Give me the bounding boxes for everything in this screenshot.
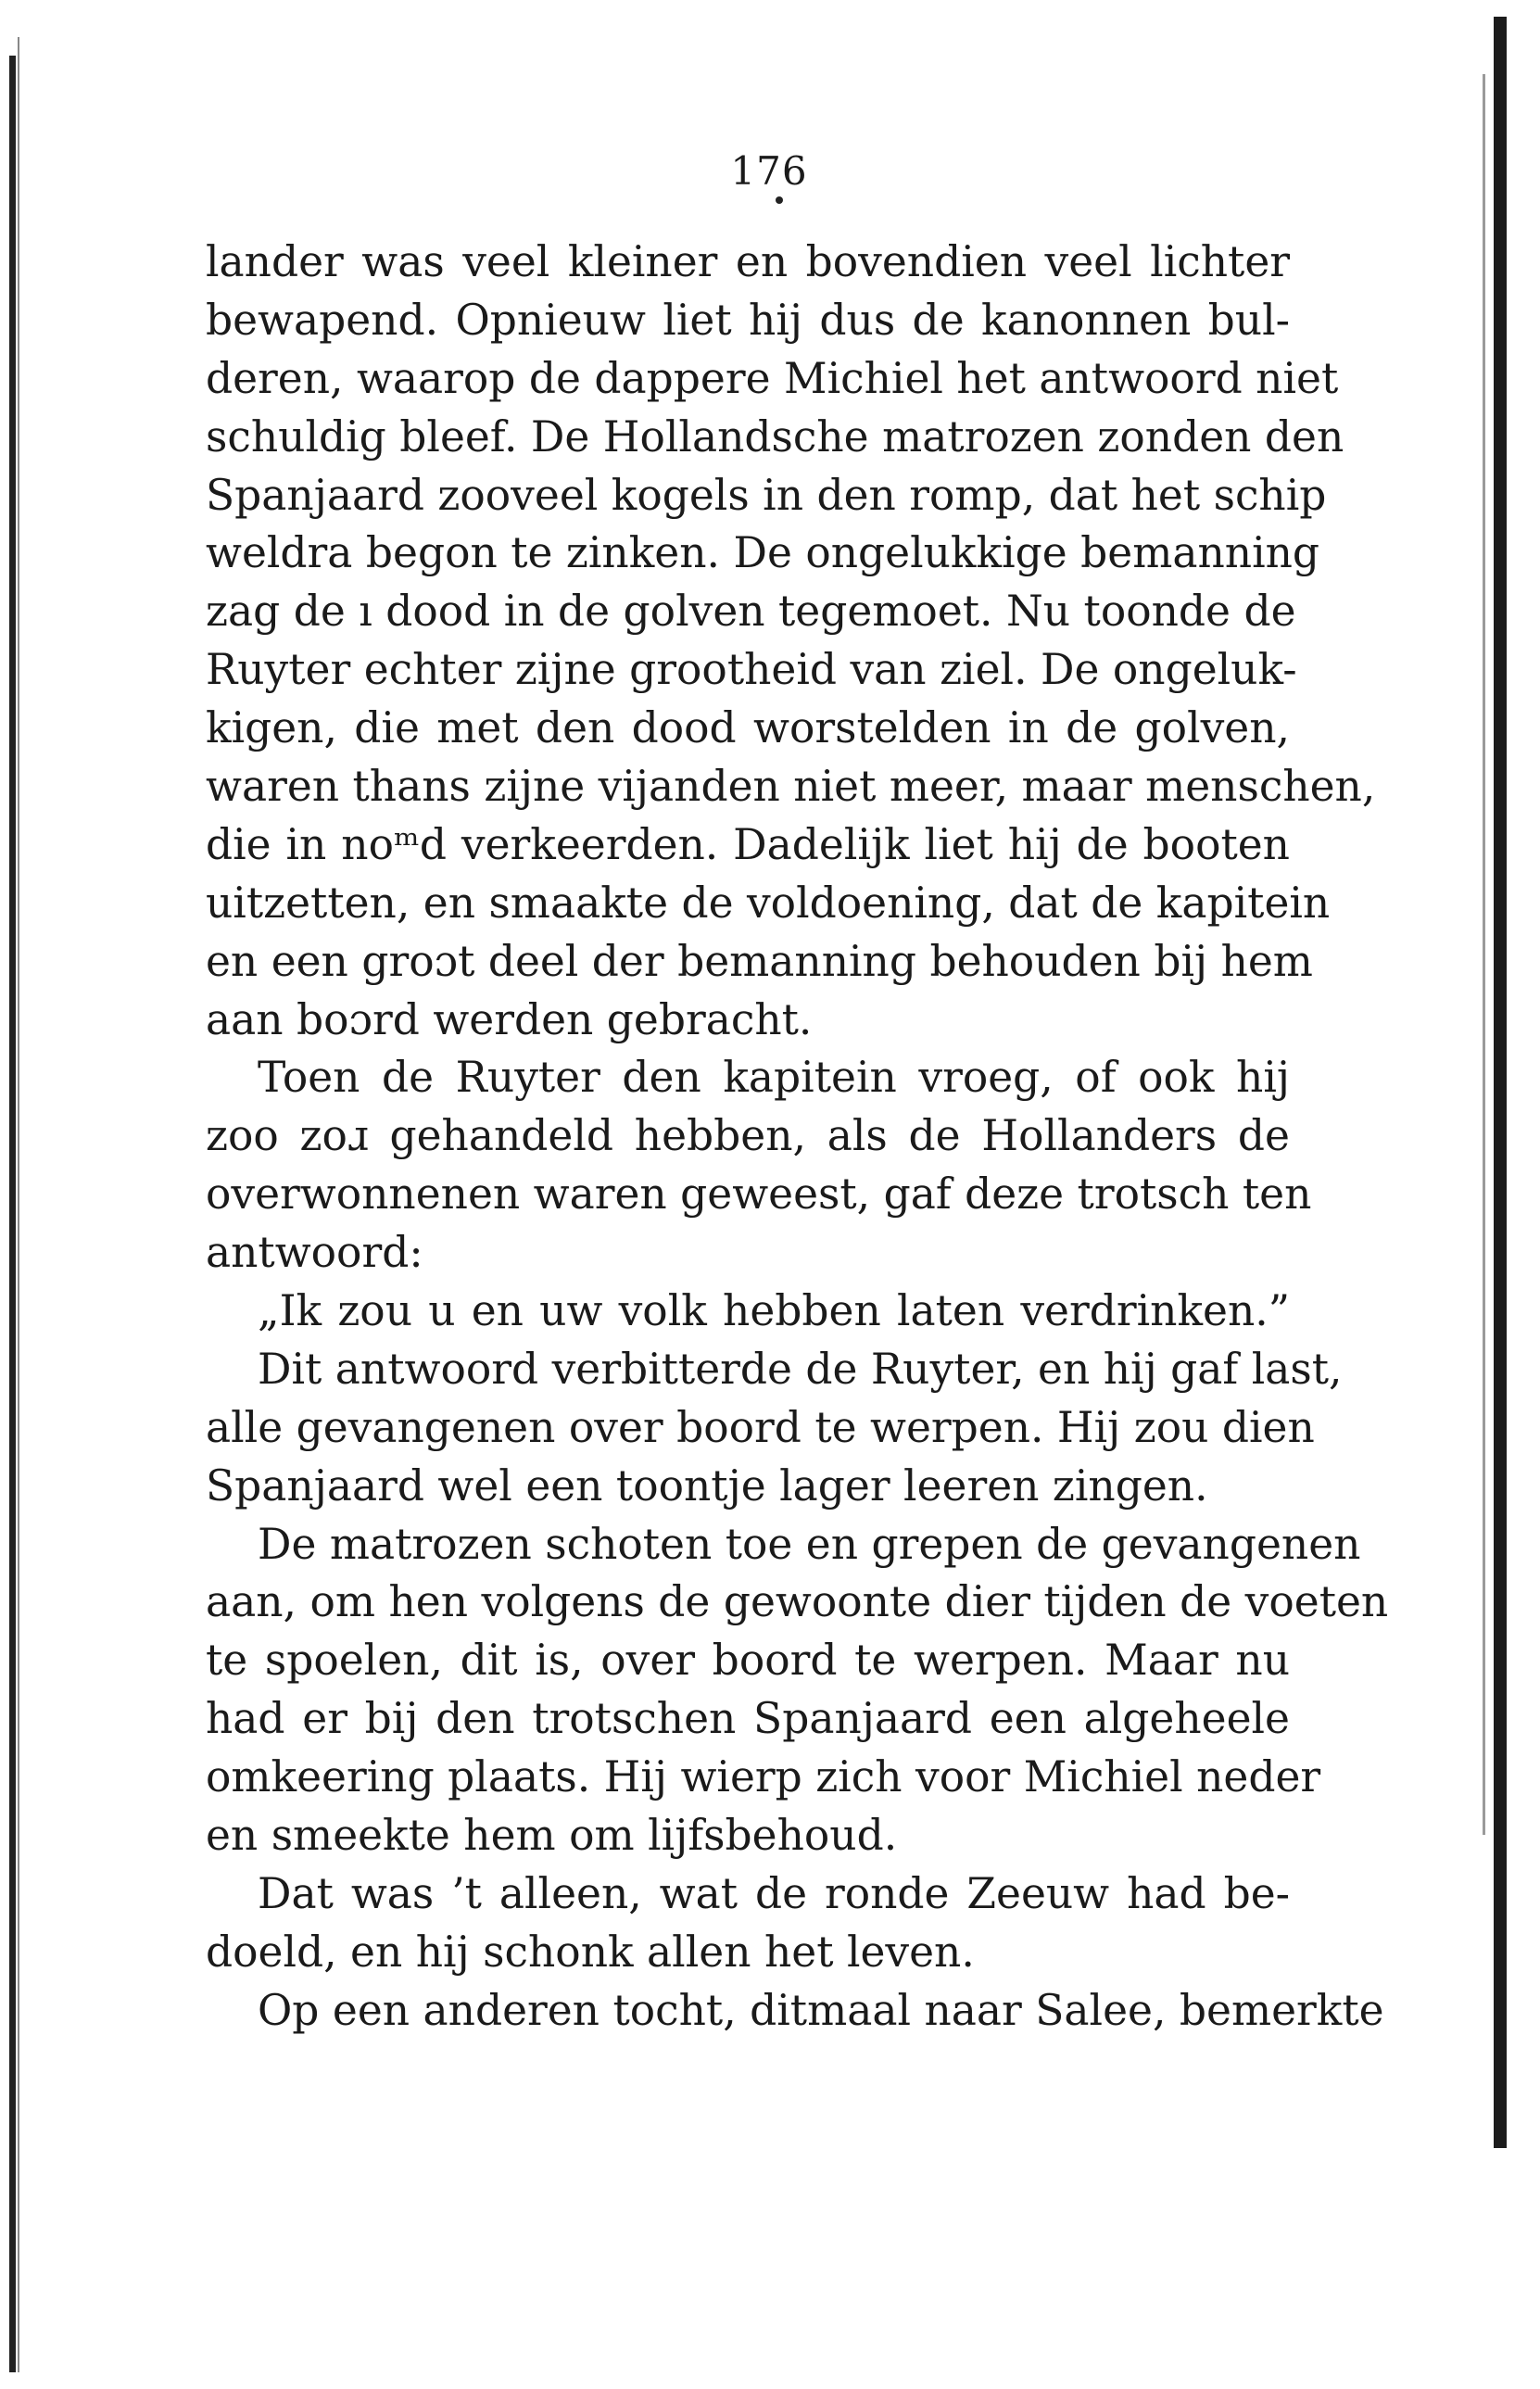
text-line: weldra begon te zinken. De ongelukkige bemanning (206, 528, 1320, 578)
scan-edge-right-inner (1483, 74, 1485, 1835)
text-line: deren, waarop de dappere Michiel het antwoord niet (206, 353, 1339, 403)
text-line: Toen de Ruyter den kapitein vroeg, of ook hij (258, 1053, 1290, 1103)
text-line: zag de ı dood in de golven tegemoet. Nu toonde de (206, 587, 1296, 637)
text-line: overwonnenen waren geweest, gaf deze trotsch ten (206, 1169, 1312, 1220)
text-line: waren thans zijne vijanden niet meer, maar menschen, (206, 762, 1376, 812)
text-line: doeld, en hij schonk allen het leven. (206, 1927, 975, 1977)
text-line: aan boɔrd werden gebracht. (206, 994, 813, 1044)
text-line: „Ik zou u en uw volk hebben laten verdrinken.” (258, 1286, 1290, 1336)
text-line: bewapend. Opnieuw liet hij dus de kanonnen bul- (206, 295, 1290, 345)
text-line: alle gevangenen over boord te werpen. Hij zou dien (206, 1402, 1315, 1452)
text-line: had er bij den trotschen Spanjaard een algeheele (206, 1694, 1290, 1744)
page-number: 176 (730, 148, 808, 194)
text-line: Ruyter echter zijne grootheid van ziel. De ongeluk- (206, 645, 1297, 695)
text-line: die in noᵐd verkeerden. Dadelijk liet hij de booten (206, 819, 1290, 869)
text-line: Dit antwoord verbitterde de Ruyter, en hij gaf last, (258, 1344, 1343, 1394)
scan-edge-left (9, 56, 16, 2372)
text-line: kigen, die met den dood worstelden in de golven, (206, 703, 1290, 753)
text-line: lander was veel kleiner en bovendien veel lichter (206, 237, 1290, 286)
text-line: schuldig bleef. De Hollandsche matrozen zonden den (206, 411, 1344, 461)
text-line: De matrozen schoten toe en grepen de gevangenen (258, 1519, 1361, 1569)
text-line: aan, om hen volgens de gewoonte dier tijden de voeten (206, 1577, 1389, 1627)
text-line: antwoord: (206, 1228, 423, 1278)
scan-edge-left-inner (18, 37, 19, 2372)
text-line: Dat was ’t alleen, wat de ronde Zeeuw had be- (258, 1868, 1290, 1918)
text-line: Spanjaard zooveel kogels in den romp, dat het schip (206, 470, 1327, 520)
body-text (206, 234, 1389, 2041)
text-line: en een groɔt deel der bemanning behouden bij hem (206, 936, 1313, 986)
text-line: en smeekte hem om lijfsbehoud. (206, 1811, 898, 1861)
page-number-dot (776, 196, 783, 204)
text-line: te spoelen, dit is, over boord te werpen. Maar nu (206, 1636, 1290, 1686)
text-line: zoo zoɹ gehandeld hebben, als de Hollanders de (206, 1111, 1290, 1161)
text-line: Spanjaard wel een toontje lager leeren zingen. (206, 1460, 1208, 1511)
text-line: Op een anderen tocht, ditmaal naar Salee, bemerkte (258, 1985, 1384, 2035)
text-line: uitzetten, en smaakte de voldoening, dat de kapitein (206, 878, 1331, 928)
text-line: omkeering plaats. Hij wierp zich voor Michiel neder (206, 1752, 1321, 1802)
scan-edge-right (1494, 17, 1507, 2148)
